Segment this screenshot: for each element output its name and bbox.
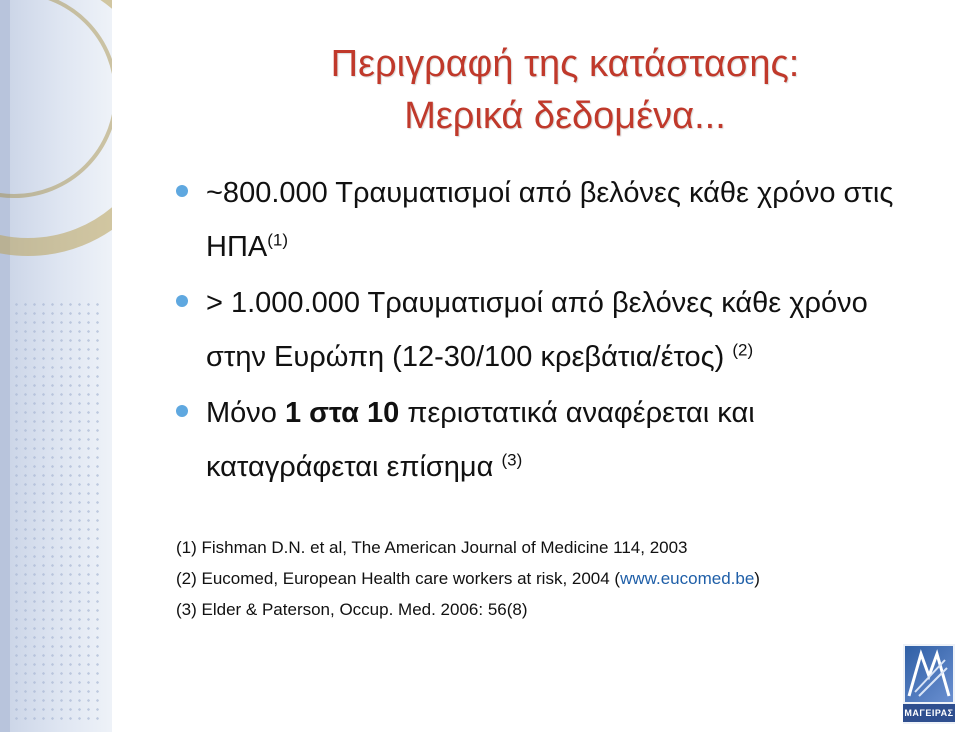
- bullet-item-usa: [172, 166, 932, 274]
- slide-title-line-2: Μερικά δεδομένα...: [404, 95, 726, 138]
- decorative-dot-pattern: [12, 300, 102, 720]
- bullet-reference-marker: (1): [267, 230, 289, 250]
- reference-2: [176, 563, 936, 594]
- mageiras-logo: [903, 644, 955, 724]
- reference-2-close: ): [754, 569, 760, 588]
- decorative-side-band: [0, 0, 112, 732]
- bullet-reference-marker: (3): [501, 450, 523, 470]
- eucomed-link[interactable]: www.eucomed.be: [620, 569, 755, 588]
- bullet-text-bold: 1 στα 10: [284, 397, 400, 429]
- slide-title-line-1: Περιγραφή της κατάστασης:: [330, 43, 800, 85]
- bullet-reference-marker: (2): [732, 340, 754, 360]
- reference-3: (3) Elder & Paterson, Occup. Med. 2006: 56(8): [176, 600, 528, 619]
- bullet-dot-icon: [176, 295, 188, 307]
- bullet-text-pre: Μόνο: [206, 397, 285, 429]
- bullet-dot-icon: [176, 185, 188, 197]
- slide-title: [225, 38, 905, 143]
- mageiras-logo-icon: [905, 646, 953, 702]
- bullet-text: > 1.000.000 Τραυματισμοί από βελόνες κάθε χρόνο στην Ευρώπη (12-30/100 κρεβάτια/έτος): [206, 287, 868, 373]
- reference-2-text: (2) Eucomed, European Health care workers at risk, 2004 (: [176, 569, 621, 588]
- bullet-text-post: περιστατικά αναφέρεται και καταγράφεται επίσημα: [206, 397, 755, 483]
- reference-1: (1) Fishman D.N. et al, The American Journal of Medicine 114, 2003: [176, 538, 688, 557]
- bullet-dot-icon: [176, 405, 188, 417]
- bullet-item-europe: [172, 276, 932, 384]
- bullet-list: [172, 166, 932, 496]
- bullet-text: ~800.000 Τραυματισμοί από βελόνες κάθε χρόνο στις ΗΠΑ: [206, 177, 894, 263]
- mageiras-logo-text: ΜΑΓΕΙΡΑΣ: [903, 704, 955, 722]
- references: [176, 532, 936, 625]
- bullet-item-reporting: [172, 386, 932, 494]
